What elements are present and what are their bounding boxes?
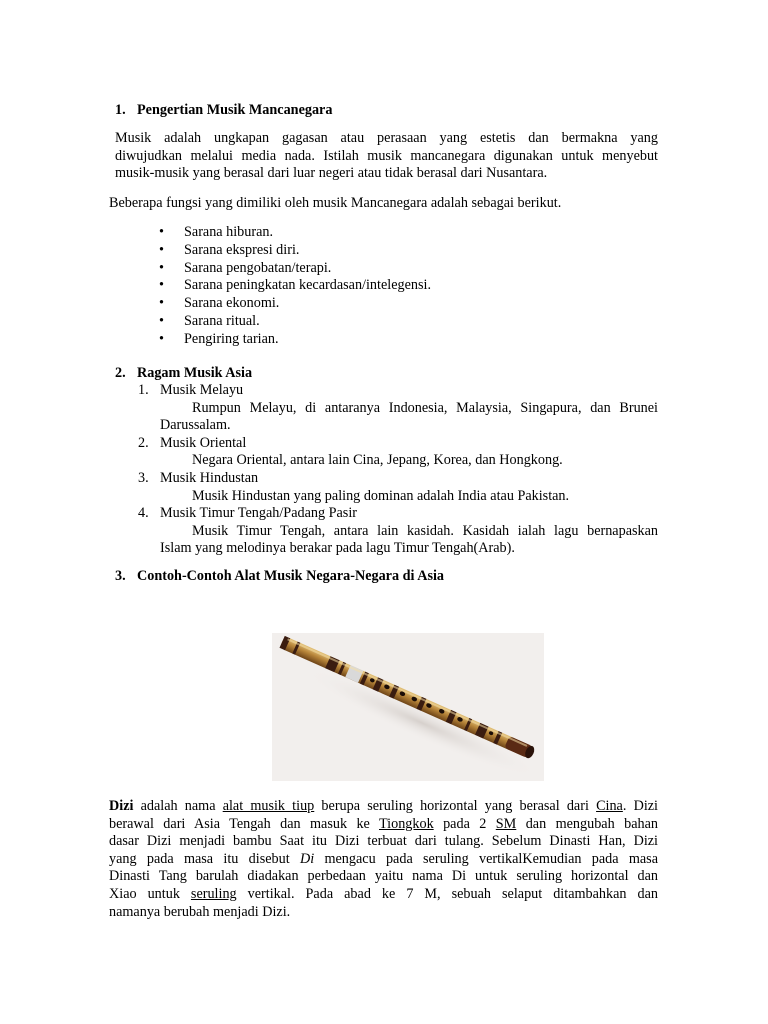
list-item: • Sarana ekspresi diri.: [159, 242, 431, 260]
list-item: • Sarana pengobatan/terapi.: [159, 260, 431, 278]
section-3-heading: 3. Contoh-Contoh Alat Musik Negara-Negara di Asia: [115, 568, 445, 584]
dizi-flute-illustration: [272, 633, 544, 781]
list-item: • Pengiring tarian.: [159, 331, 431, 349]
list-item: • Sarana hiburan.: [159, 224, 431, 242]
dizi-term: Dizi: [109, 798, 134, 814]
functions-intro: Beberapa fungsi yang dimiliki oleh musik Mancanegara adalah sebagai berikut.: [109, 195, 562, 211]
link-sm[interactable]: SM: [495, 815, 517, 832]
list-item: 1. Musik Melayu: [138, 382, 244, 398]
link-seruling[interactable]: seruling: [190, 885, 237, 902]
list-item: 2. Musik Oriental: [138, 434, 247, 451]
list-item: • Sarana peningkatan kecardasan/intelegensi.: [159, 277, 431, 295]
asia-music-list: 1. Musik Melayu Rumpun Melayu, di antaranya Indonesia, Malaysia, Singapura, dan Brunei Darussalam. 2. Musik Oriental Negara Oriental, antara lain Cina, Jepang, Korea, dan Hongkong. 3. Musik Hindustan Musik Hindustan yang paling dominan adalah India atau Pakistan. 4. Musik Timur Tengah/Padang Pasir Musik Timur Tengah, antara lain kasidah. Kasidah ialah lagu bernapaskan Islam yang melodinya berakar pada lagu Timur Tengah(Arab).: [138, 382, 658, 557]
list-item: • Sarana ritual.: [159, 313, 431, 331]
list-item: • Sarana ekonomi.: [159, 295, 431, 313]
section-1-heading: 1. Pengertian Musik Mancanegara: [115, 102, 333, 118]
dizi-flute-image: [272, 633, 544, 781]
section-2-heading: 2. Ragam Musik Asia: [115, 365, 253, 381]
link-cina[interactable]: Cina: [596, 798, 623, 814]
definition-paragraph: Musik adalah ungkapan gagasan atau perasaan yang estetis dan bermakna yang diwujudkan melalui media nada. Istilah musik mancanegara digunakan untuk menyebut musik-musik yang berasal dari luar negeri atau tidak berasal dari Nusantara.: [115, 130, 658, 182]
list-item: 3. Musik Hindustan: [138, 469, 259, 486]
dizi-paragraph: Dizi adalah nama alat musik tiup berupa seruling horizontal yang berasal dari Cina. Dizi berawal dari Asia Tengah dan masuk ke Tiongkok pada 2 SM dan mengubah bahan dasar Dizi menjadi bambu Saat itu Dizi terbuat dari tulang. Sebelum Dinasti Han, Dizi yang pada masa itu disebut Di mengacu pada seruling vertikalKemudian pada masa Dinasti Tang barulah diadakan perbedaan yaitu nama Di untuk seruling horizontal dan Xiao untuk seruling vertikal. Pada abad ke 7 M, sebuah selaput ditambahkan dan namanya berubah menjadi Dizi.: [109, 798, 658, 920]
list-item: 4. Musik Timur Tengah/Padang Pasir: [138, 505, 357, 522]
functions-list: [159, 224, 431, 349]
link-alat-musik-tiup[interactable]: alat musik tiup: [222, 798, 315, 814]
link-tiongkok[interactable]: Tiongkok: [379, 815, 434, 832]
